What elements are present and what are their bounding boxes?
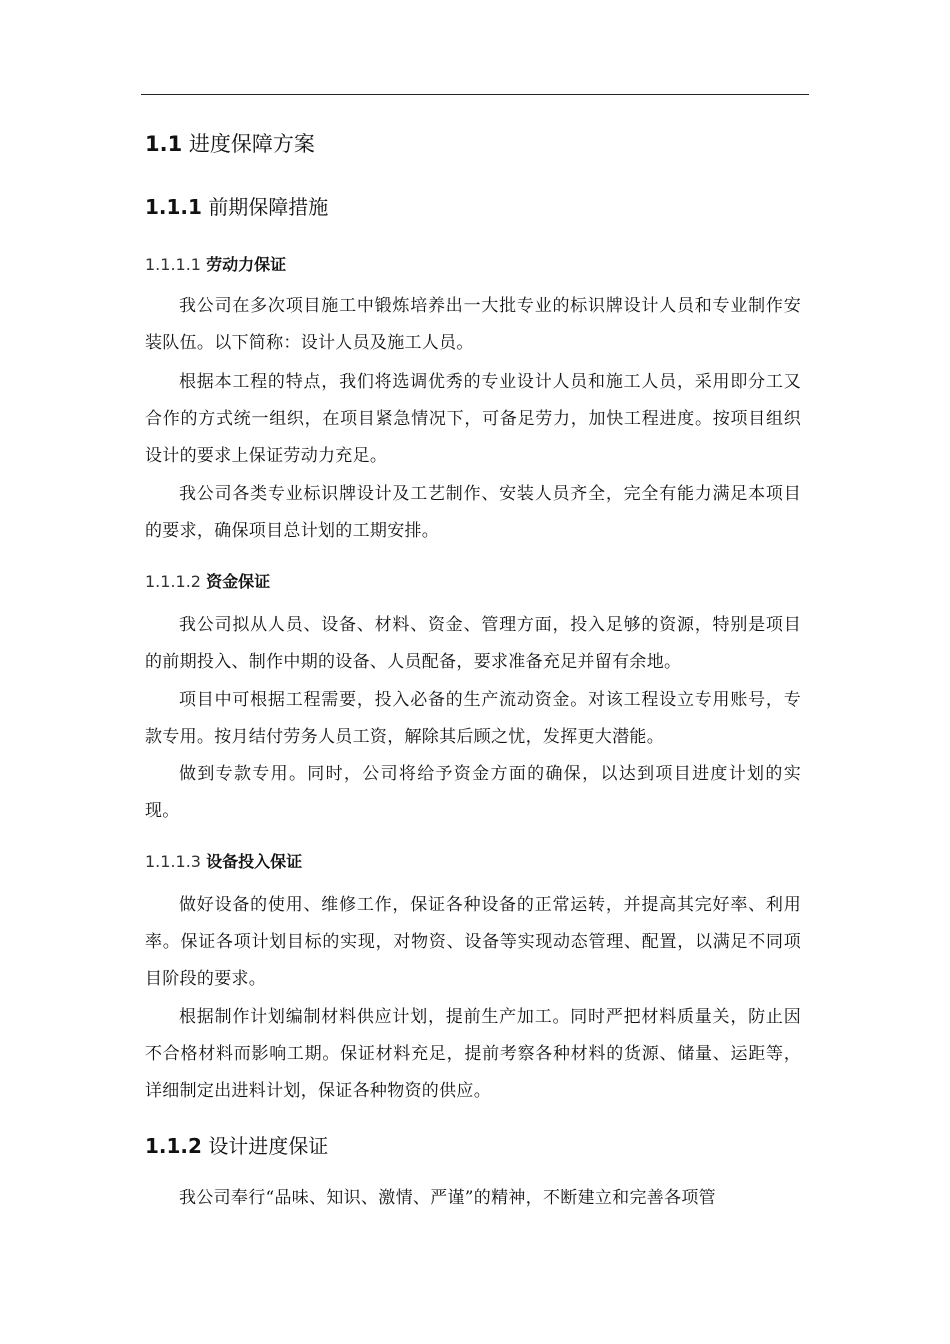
paragraph: 做好设备的使用、维修工作，保证各种设备的正常运转，并提高其完好率、利用率。保证各项计划目标的实现，对物资、设备等实现动态管理、配置，以满足不同项目阶段的要求。 bbox=[145, 895, 801, 989]
subsection-title: 前期保障措施 bbox=[208, 195, 329, 219]
paragraph: 根据制作计划编制材料供应计划，提前生产加工。同时严把材料质量关，防止因不合格材料而影响工期。保证材料充足，提前考察各种材料的货源、储量、运距等，详细制定出进料计划，保证各种物资的供应。 bbox=[145, 1007, 801, 1101]
item-heading-equipment bbox=[145, 849, 302, 872]
paragraph: 我公司各类专业标识牌设计及工艺制作、安装人员齐全，完全有能力满足本项目的要求，确保项目总计划的工期安排。 bbox=[145, 484, 801, 541]
item-heading-funds bbox=[145, 569, 270, 592]
subsection-number: 1.1.1 bbox=[145, 195, 202, 219]
item-number: 1.1.1.3 bbox=[145, 852, 201, 871]
paragraph: 我公司在多次项目施工中锻炼培养出一大批专业的标识牌设计人员和专业制作安装队伍。以下简称：设计人员及施工人员。 bbox=[145, 296, 801, 353]
subsection-heading-1 bbox=[145, 191, 328, 220]
item-number: 1.1.1.1 bbox=[145, 255, 201, 274]
paragraph: 我公司奉行“品味、知识、激情、严谨”的精神，不断建立和完善各项管 bbox=[179, 1188, 716, 1208]
paragraph: 做到专款专用。同时，公司将给予资金方面的确保，以达到项目进度计划的实现。 bbox=[145, 764, 801, 821]
item-heading-labor bbox=[145, 252, 286, 275]
item-title: 设备投入保证 bbox=[206, 852, 303, 871]
section-number: 1.1 bbox=[145, 132, 183, 156]
subsection-number: 1.1.2 bbox=[145, 1134, 202, 1158]
paragraph: 我公司拟从人员、设备、材料、资金、管理方面，投入足够的资源，特别是项目的前期投入、制作中期的设备、人员配备，要求准备充足并留有余地。 bbox=[145, 615, 801, 672]
section-title: 进度保障方案 bbox=[188, 132, 315, 156]
subsection-heading-2 bbox=[145, 1130, 328, 1159]
item-title: 劳动力保证 bbox=[206, 255, 287, 274]
section-heading bbox=[145, 128, 315, 158]
paragraph: 根据本工程的特点，我们将选调优秀的专业设计人员和施工人员，采用即分工又合作的方式统一组织，在项目紧急情况下，可备足劳力，加快工程进度。按项目组织设计的要求上保证劳动力充足。 bbox=[145, 372, 801, 466]
header-rule bbox=[141, 94, 809, 95]
item-title: 资金保证 bbox=[206, 572, 271, 591]
paragraph: 项目中可根据工程需要，投入必备的生产流动资金。对该工程设立专用账号，专款专用。按月结付劳务人员工资，解除其后顾之忧，发挥更大潜能。 bbox=[145, 690, 801, 747]
item-number: 1.1.1.2 bbox=[145, 572, 201, 591]
subsection-title: 设计进度保证 bbox=[208, 1134, 329, 1158]
